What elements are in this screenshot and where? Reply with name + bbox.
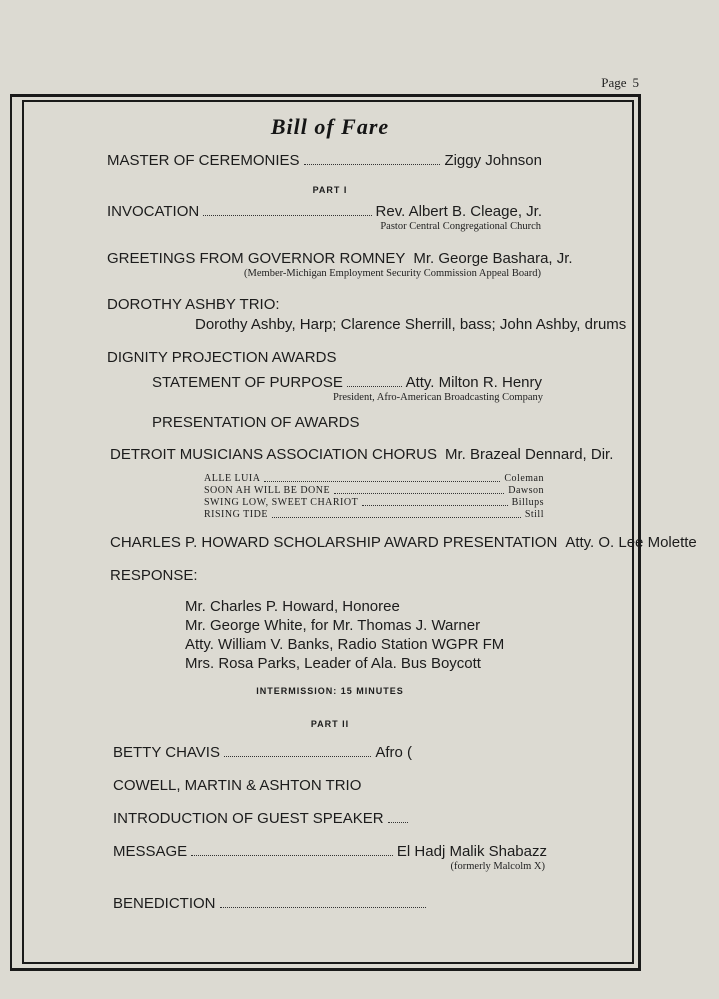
dot-leader	[191, 854, 393, 856]
dot-leader	[220, 906, 426, 908]
song-title: SOON AH WILL BE DONE	[204, 485, 331, 496]
song-row	[204, 485, 544, 496]
betty-label: BETTY CHAVIS	[113, 744, 220, 761]
benediction-row	[113, 895, 430, 912]
invocation-row	[107, 203, 542, 220]
benediction-label: BENEDICTION	[113, 895, 216, 912]
intro-row	[113, 810, 412, 827]
betty-value: Afro (	[375, 744, 412, 761]
dot-leader	[272, 516, 521, 518]
intro-label: INTRODUCTION OF GUEST SPEAKER	[113, 810, 384, 827]
dot-leader	[362, 504, 507, 506]
statement-label: STATEMENT OF PURPOSE	[152, 374, 343, 391]
invocation-value: Rev. Albert B. Cleage, Jr.	[375, 203, 542, 220]
chorus-value: Mr. Brazeal Dennard, Dir.	[444, 446, 614, 463]
page-label: Page	[601, 75, 627, 90]
trio-label: DOROTHY ASHBY TRIO:	[107, 296, 280, 313]
dot-leader	[264, 480, 500, 482]
response-line: Mr. Charles P. Howard, Honoree	[185, 598, 400, 615]
betty-row	[113, 744, 412, 761]
dot-leader	[224, 755, 371, 757]
song-title: RISING TIDE	[204, 509, 268, 520]
greetings-row	[107, 250, 573, 267]
presentation-label: PRESENTATION OF AWARDS	[152, 414, 360, 431]
song-title: SWING LOW, SWEET CHARIOT	[204, 497, 359, 508]
message-subtitle: (formerly Malcolm X)	[450, 861, 545, 872]
song-composer: Billups	[511, 497, 544, 508]
dot-leader	[388, 821, 408, 823]
greetings-label: GREETINGS FROM GOVERNOR ROMNEY	[107, 250, 406, 267]
greetings-value: Mr. George Bashara, Jr.	[413, 250, 573, 267]
response-line: Mr. George White, for Mr. Thomas J. Warner	[185, 617, 481, 634]
response-label: RESPONSE:	[110, 567, 198, 584]
response-line: Mrs. Rosa Parks, Leader of Ala. Bus Boycott	[185, 655, 481, 672]
page-number-value: 5	[632, 75, 639, 90]
dot-leader	[347, 385, 402, 387]
intermission-heading: INTERMISSION: 15 MINUTES	[256, 686, 404, 696]
song-title: ALLE LUIA	[204, 473, 261, 484]
scholarship-label: CHARLES P. HOWARD SCHOLARSHIP AWARD PRESENTATION	[110, 534, 558, 551]
cowell-trio-label: COWELL, MARTIN & ASHTON TRIO	[113, 777, 362, 794]
song-row	[204, 497, 544, 508]
chorus-row	[110, 446, 614, 463]
trio-members: Dorothy Ashby, Harp; Clarence Sherrill, bass; John Ashby, drums	[195, 316, 627, 333]
statement-value: Atty. Milton R. Henry	[405, 374, 542, 391]
song-row	[204, 473, 544, 484]
dot-leader	[334, 492, 504, 494]
statement-subtitle: President, Afro-American Broadcasting Company	[333, 392, 543, 403]
dot-leader	[304, 163, 441, 165]
message-value: El Hadj Malik Shabazz	[396, 843, 547, 860]
song-row	[204, 509, 544, 520]
page-number	[595, 75, 639, 91]
invocation-label: INVOCATION	[107, 203, 200, 220]
scholarship-row	[110, 534, 697, 551]
mc-row	[107, 152, 542, 169]
inner-border	[22, 100, 634, 964]
part-2-heading: PART II	[310, 719, 350, 729]
chorus-label: DETROIT MUSICIANS ASSOCIATION CHORUS	[110, 446, 437, 463]
mc-label: MASTER OF CEREMONIES	[107, 152, 300, 169]
song-composer: Still	[524, 509, 544, 520]
greetings-subtitle: (Member-Michigan Employment Security Commission Appeal Board)	[244, 268, 541, 279]
part-1-heading: PART I	[312, 185, 348, 195]
page-title: Bill of Fare	[270, 114, 390, 139]
song-composer: Coleman	[504, 473, 544, 484]
message-label: MESSAGE	[113, 843, 188, 860]
response-line: Atty. William V. Banks, Radio Station WGPR FM	[185, 636, 505, 653]
scholarship-value: Atty. O. Lee Molette	[565, 534, 697, 551]
mc-value: Ziggy Johnson	[444, 152, 542, 169]
message-row	[113, 843, 547, 860]
statement-row	[152, 374, 542, 391]
invocation-subtitle: Pastor Central Congregational Church	[380, 221, 541, 232]
song-composer: Dawson	[508, 485, 544, 496]
dignity-awards-label: DIGNITY PROJECTION AWARDS	[107, 349, 337, 366]
dot-leader	[203, 214, 371, 216]
